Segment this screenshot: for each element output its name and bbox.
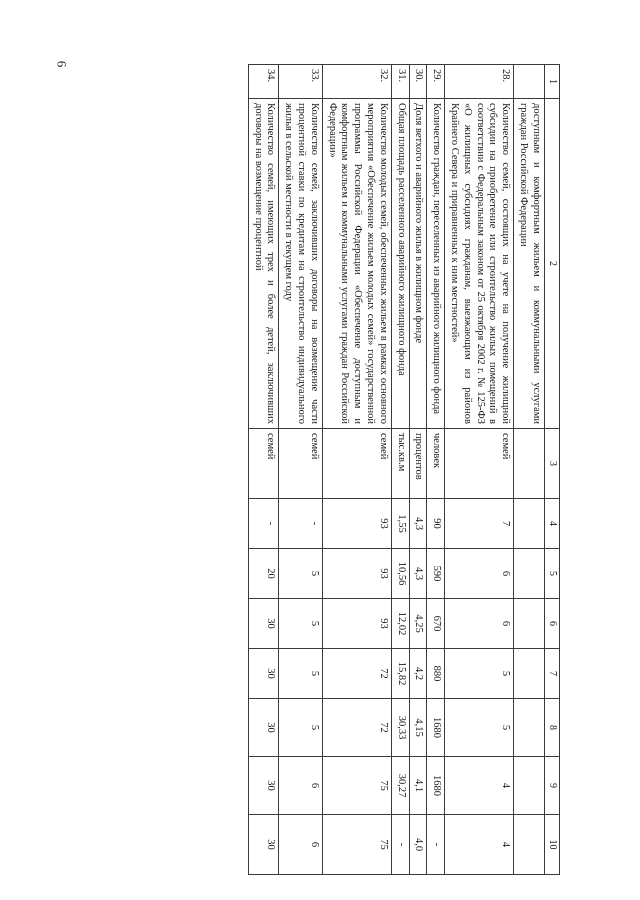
value-col-5: 20 xyxy=(248,549,279,599)
column-number: 4 xyxy=(544,499,559,549)
value-col-10: 4 xyxy=(445,815,514,875)
value-col-8: 5 xyxy=(279,699,322,757)
value-col-7: 30 xyxy=(248,649,279,699)
table-row xyxy=(445,65,514,875)
value-col-9: 4,1 xyxy=(409,757,427,815)
continuation-text: доступным и комфортным жильем и коммунальными услугами граждан Российской Федерации xyxy=(514,99,545,429)
continuation-row xyxy=(514,65,545,875)
value-col-8: 5 xyxy=(445,699,514,757)
value-col-9: 1680 xyxy=(427,757,445,815)
column-number: 10 xyxy=(544,815,559,875)
value-col-6: 12,02 xyxy=(391,599,409,649)
indicator-table xyxy=(248,64,560,875)
indicator-description: Количество молодых семей, обеспеченных жильем в рамках основного мероприятия «Обеспечение жильем молодых семей» государственной программы Российской Федерации «Обеспечение доступным и комфортным жильем и коммунальными услугами граждан Российской Федерации» xyxy=(322,99,391,429)
column-number: 6 xyxy=(544,599,559,649)
value-col-5: 10,56 xyxy=(391,549,409,599)
value-col-4: 7 xyxy=(445,499,514,549)
value-col-10: 6 xyxy=(279,815,322,875)
value-col-10: 75 xyxy=(322,815,391,875)
value-col-9: 30 xyxy=(248,757,279,815)
value-col-9: 75 xyxy=(322,757,391,815)
row-number: 33. xyxy=(279,65,322,99)
value-col-7: 5 xyxy=(279,649,322,699)
row-number: 28. xyxy=(445,65,514,99)
value-col-6: 5 xyxy=(279,599,322,649)
row-number: 29. xyxy=(427,65,445,99)
value-col-7: 4,2 xyxy=(409,649,427,699)
column-number: 3 xyxy=(544,429,559,499)
table-row xyxy=(427,65,445,875)
unit-of-measure: семей xyxy=(322,429,391,499)
indicator-description: Количество семей, состоящих на учете на получение жилищной субсидии на приобретение или строительство жилых помещений в соответствии с Федеральным законом от 25 октября 2002 г. № 125-ФЗ «О жилищных субсидиях гражданам, выезжающим из районов Крайнего Севера и приравненных к ним местностей» xyxy=(445,99,514,429)
value-col-9: 6 xyxy=(279,757,322,815)
value-col-5: 5 xyxy=(279,549,322,599)
row-number: 30. xyxy=(409,65,427,99)
value-col-10: - xyxy=(427,815,445,875)
value-col-4: - xyxy=(279,499,322,549)
unit-of-measure: семей xyxy=(279,429,322,499)
value-col-6: 30 xyxy=(248,599,279,649)
value-col-9: 4 xyxy=(445,757,514,815)
value-col-5: 4,3 xyxy=(409,549,427,599)
row-number: 31. xyxy=(391,65,409,99)
column-number: 1 xyxy=(544,65,559,99)
row-number: 34. xyxy=(248,65,279,99)
indicator-description: Количество семей, имеющих трех и более детей, заключивших договоры на возмещение процентной xyxy=(248,99,279,429)
value-col-5: 6 xyxy=(445,549,514,599)
indicator-description: Доля ветхого и аварийного жилья в жилищном фонде xyxy=(409,99,427,429)
indicator-description: Количество семей, заключивших договоры на возмещение части процентной ставки по кредитам на строительство индивидуального жилья в сельской местности в текущем году xyxy=(279,99,322,429)
value-col-6: 670 xyxy=(427,599,445,649)
page-number: 6 xyxy=(54,60,70,68)
value-col-8: 30,33 xyxy=(391,699,409,757)
column-number: 2 xyxy=(544,99,559,429)
unit-of-measure: процентов xyxy=(409,429,427,499)
indicator-description: Общая площадь расселенного аварийного жилищного фонда xyxy=(391,99,409,429)
value-col-7: 880 xyxy=(427,649,445,699)
value-col-7: 15,82 xyxy=(391,649,409,699)
value-col-8: 30 xyxy=(248,699,279,757)
unit-of-measure: семей xyxy=(248,429,279,499)
value-col-10: 30 xyxy=(248,815,279,875)
row-number: 32. xyxy=(322,65,391,99)
column-number: 5 xyxy=(544,549,559,599)
column-number-row xyxy=(544,65,559,875)
value-col-4: 1,55 xyxy=(391,499,409,549)
value-col-10: - xyxy=(391,815,409,875)
column-number: 9 xyxy=(544,757,559,815)
value-col-8: 72 xyxy=(322,699,391,757)
table-row xyxy=(391,65,409,875)
table-row xyxy=(248,65,279,875)
value-col-7: 72 xyxy=(322,649,391,699)
value-col-8: 4,15 xyxy=(409,699,427,757)
value-col-5: 93 xyxy=(322,549,391,599)
column-number: 8 xyxy=(544,699,559,757)
value-col-4: 93 xyxy=(322,499,391,549)
value-col-9: 30,27 xyxy=(391,757,409,815)
rotated-table-container xyxy=(115,64,560,874)
value-col-6: 4,25 xyxy=(409,599,427,649)
value-col-4: 90 xyxy=(427,499,445,549)
unit-of-measure: тыс.кв.м xyxy=(391,429,409,499)
value-col-4: - xyxy=(248,499,279,549)
indicator-description: Количество граждан, переселенных из аварийного жилищного фонда xyxy=(427,99,445,429)
value-col-5: 590 xyxy=(427,549,445,599)
table-row xyxy=(322,65,391,875)
unit-of-measure: семей xyxy=(445,429,514,499)
value-col-4: 4,3 xyxy=(409,499,427,549)
value-col-8: 1680 xyxy=(427,699,445,757)
value-col-6: 6 xyxy=(445,599,514,649)
value-col-6: 93 xyxy=(322,599,391,649)
table-row xyxy=(409,65,427,875)
value-col-10: 4,0 xyxy=(409,815,427,875)
unit-of-measure: человек xyxy=(427,429,445,499)
table-row xyxy=(279,65,322,875)
column-number: 7 xyxy=(544,649,559,699)
value-col-7: 5 xyxy=(445,649,514,699)
